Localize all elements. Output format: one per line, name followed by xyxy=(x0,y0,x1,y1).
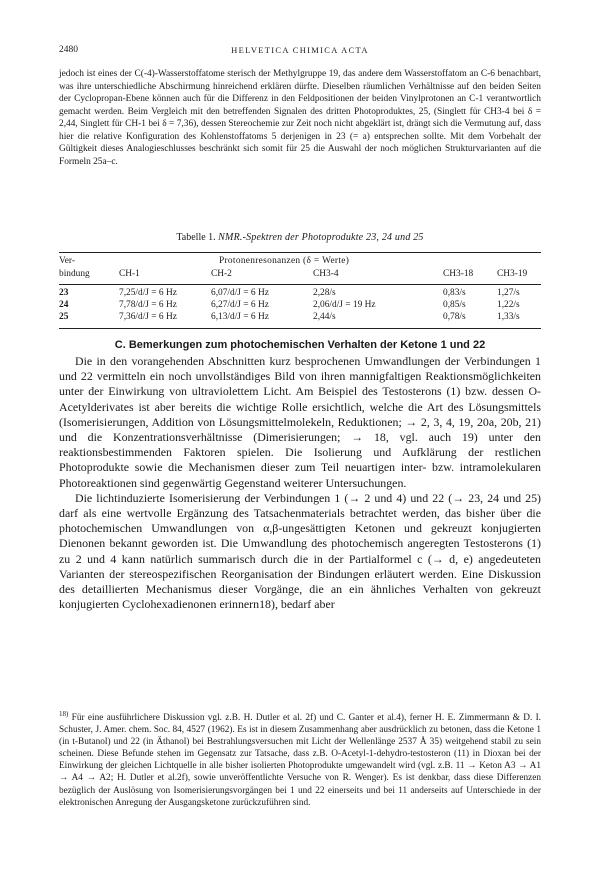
col-header-ch1: CH-1 xyxy=(119,269,140,279)
cell-ch3-19: 1,33/s xyxy=(497,312,520,322)
cell-compound: 23 xyxy=(59,288,69,298)
cell-compound: 24 xyxy=(59,300,69,310)
running-head xyxy=(59,45,541,59)
cell-ch2: 6,13/d/J = 6 Hz xyxy=(211,312,269,322)
footnote-text: Für eine ausführlichere Diskussion vgl. z.B. H. Dutler et al. 2f) und C. Ganter et al.4), ferner H. E. Zimmermann & D. I. Schuster, J. Amer. chem. Soc. 84, 4527 (1962). Es ist in diesem Zusammenhang aber ausdrücklich zu betonen, dass die Ketone 1 (in t-Butanol) und 22 (in Äthanol) bei Bestrahlungsversuchen mit Licht der Wellenlänge 2537 Å 35) weitgehend stabil zu sein scheinen. Diese Befunde stehen im Gegensatz zur Tatsache, dass z.B. O-Acetyl-1-dehydro-testosteron (11) in Dioxan bei der Einwirkung der gleichen Lichtquelle in alle bisher isolierten Photoprodukte umgewandelt wird (vgl. z.B. 11 → Keton A3 → A1 → A4 → A2; H. Dutler et al.2f), sowie unveröffentlichte Versuche von R. Wenger). Es ist denkbar, dass diese Differenzen bezüglich der Auslösung von Isomerisierungsvorgängen bei 1 und 22 einerseits und bei 11 anderseits auf Unterschiede in der elektronischen Anregung der Ausgangsketone zurückzuführen sind. xyxy=(59,713,541,808)
cell-ch3-4: 2,44/s xyxy=(313,312,336,322)
group-header: Protonenresonanzen (δ = Werte) xyxy=(219,256,350,266)
cell-ch1: 7,36/d/J = 6 Hz xyxy=(119,312,177,322)
body-paragraph: Die in den vorangehenden Abschnitten kurz besprochenen Umwandlungen der Verbindungen 1 und 22 vermitteln ein noch unvollständiges Bild von ihren mannigfaltigen Reaktionsmöglichkeiten unter der Einwirkung von ultraviolettem Licht. Am Beispiel des Testosterons (1) bzw. dessen O-Acetylderivates ist aber bereits die wichtige Rolle ersichtlich, welche die Art des Lösungsmittels (Isomerisierungen, Addition von Lösungsmittelmolekeln, Reduktionen; → 2, 3, 4, 19, 20a, 20b, 21) und die Konzentrationsverhältnisse (Dimerisierungen; → 18, vgl. auch 19) unter den reaktionsbestimmenden Faktoren spielen. Die Isolierung und Aufklärung der restlichen Photoprodukte sowie die Mechanismen dieser zum Teil neuartigen inter- bzw. intramolekularen Photoreaktionen sind gegenwärtig Gegenstand weiterer Untersuchungen. xyxy=(59,354,541,490)
cell-ch3-18: 0,83/s xyxy=(443,288,466,298)
page-number: 2480 xyxy=(59,45,78,55)
body-paragraph: Die lichtinduzierte Isomerisierung der Verbindungen 1 (→ 2 und 4) und 22 (→ 23, 24 und 25) darf als eine wertvolle Ergänzung des Tatsachenmaterials betrachtet werden, das bisher über die photochemischen Umwandlungen von α,β-ungesättigten Ketonen und gekreuzt konjugierten Dienonen bekannt geworden ist. Die Umwandlung des photochemisch angeregten Testosterons (1) zu 2 und 4 kann natürlich summarisch durch die in der Partialformel c (→ d, e) angedeuteten Varianten der stereospezifischen Reorganisation der Bindungen erläutert werden. Eine Diskussion des detaillierten Mechanismus dieser Vorgänge, die an ein ähnliches Verhalten von gekreuzt konjugierten Cyclohexadienonen erinnern18), bedarf aber xyxy=(59,490,541,612)
cell-ch1: 7,78/d/J = 6 Hz xyxy=(119,300,177,310)
footnote-marker: 18) xyxy=(59,709,69,718)
cell-ch3-19: 1,22/s xyxy=(497,300,520,310)
col-header-ch3-18: CH3-18 xyxy=(443,269,474,279)
table-caption-lead: Tabelle 1. xyxy=(176,232,216,243)
cell-ch3-4: 2,06/d/J = 19 Hz xyxy=(313,300,376,310)
cell-ch2: 6,27/d/J = 6 Hz xyxy=(211,300,269,310)
table-header-rule xyxy=(59,284,541,285)
journal-title: HELVETICA CHIMICA ACTA xyxy=(231,45,369,55)
footnote-paragraph xyxy=(59,709,541,809)
body-text xyxy=(59,354,541,612)
cell-ch3-4: 2,28/s xyxy=(313,288,336,298)
col-header-compound-1: Ver- xyxy=(59,256,75,266)
cell-compound: 25 xyxy=(59,312,69,322)
table-top-rule xyxy=(59,252,541,253)
cell-ch2: 6,07/d/J = 6 Hz xyxy=(211,288,269,298)
col-header-ch3-19: CH3-19 xyxy=(497,269,528,279)
cell-ch3-19: 1,27/s xyxy=(497,288,520,298)
intro-paragraph-block xyxy=(59,68,541,168)
cell-ch3-18: 0,78/s xyxy=(443,312,466,322)
table-caption-title: NMR.-Spektren der Photoprodukte 23, 24 und 25 xyxy=(218,232,424,243)
col-header-ch3-4: CH3-4 xyxy=(313,269,339,279)
table-bottom-rule xyxy=(59,328,541,329)
col-header-ch2: CH-2 xyxy=(211,269,232,279)
table-caption xyxy=(59,232,541,243)
cell-ch1: 7,25/d/J = 6 Hz xyxy=(119,288,177,298)
intro-paragraph: jedoch ist eines der C(-4)-Wasserstoffatome sterisch der Methylgruppe 19, das andere dem Wasserstoffatom an C-6 benachbart, was ihre unterschiedliche Abschirmung hinreichend erklären dürfte. Dieselben räumlichen Verhältnisse auf den beiden Seiten der Cyclopropan-Ebene können auch für die Differenz in den Feldpositionen der beiden Vinylprotonen an C-1 verantwortlich gemacht werden. Beim Vergleich mit den betreffenden Signalen des dritten Photoproduktes, 25, (Singlett für CH3-4 bei δ = 2,44, Singlett für CH-1 bei δ = 7,36), dessen Stereochemie zur Zeit noch nicht abgeklärt ist, drängt sich die Vermutung auf, dass hier die relative Konfiguration des Kohlenstoffatoms 5 derjenigen in 23 (= a) entsprechen sollte. Mit dem Vorbehalt der Gültigkeit dieses Analogieschlusses beschränkt sich somit für 25 die Auswahl der noch möglichen Strukturvarianten auf die Formeln 25a–c. xyxy=(59,69,541,167)
footnote xyxy=(59,709,541,809)
cell-ch3-18: 0,85/s xyxy=(443,300,466,310)
col-header-compound-2: bindung xyxy=(59,269,90,279)
section-heading: C. Bemerkungen zum photochemischen Verhalten der Ketone 1 und 22 xyxy=(114,339,486,351)
